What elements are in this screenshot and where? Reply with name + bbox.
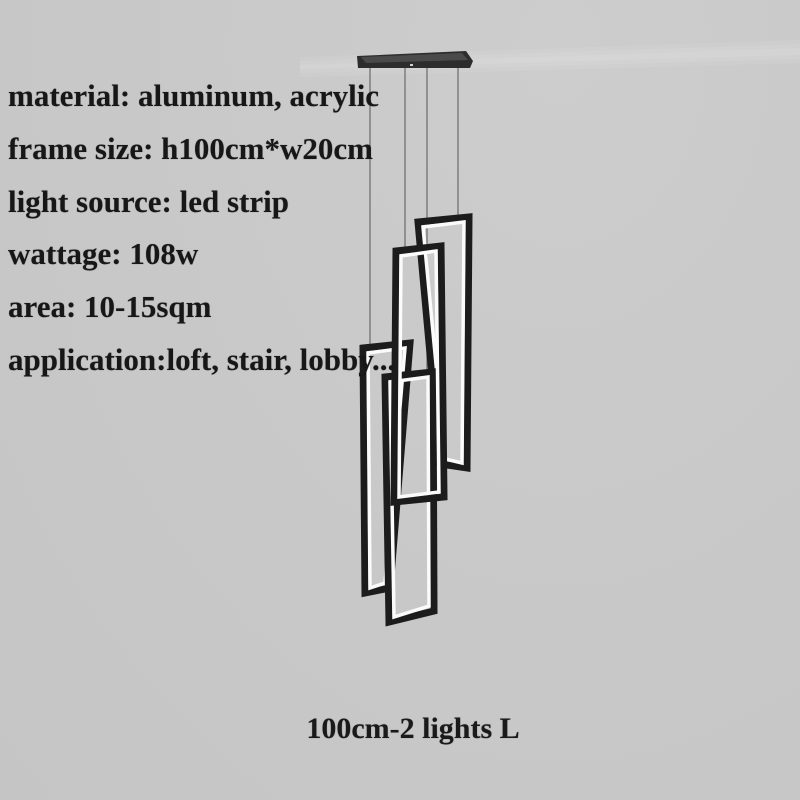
product-variant-caption: 100cm-2 lights L bbox=[306, 712, 520, 745]
spec-line-frame-size: frame size: h100cm*w20cm bbox=[8, 130, 373, 166]
spec-line-wattage: wattage: 108w bbox=[8, 236, 199, 272]
product-specs bbox=[8, 70, 395, 387]
spec-line-material: material: aluminum, acrylic bbox=[8, 78, 380, 113]
spec-line-application: application:loft, stair, lobby... bbox=[8, 341, 396, 377]
spec-line-area: area: 10-15sqm bbox=[8, 289, 212, 325]
spec-line-light-source: light source: led strip bbox=[8, 183, 289, 219]
canopy-screw bbox=[410, 64, 413, 66]
